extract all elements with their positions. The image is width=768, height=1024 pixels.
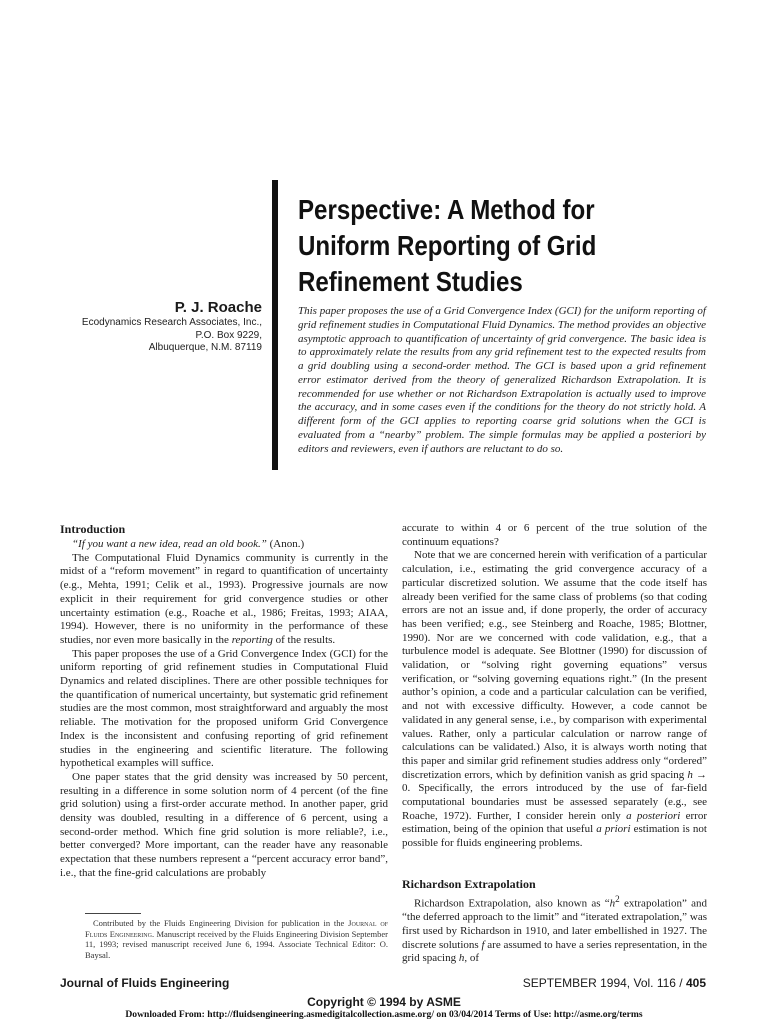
footnote-rule (85, 913, 141, 914)
rx-var-f: f (481, 938, 485, 951)
intro-p1-text-a: The Computational Fluid Dynamics community is currently in the midst of a “reform movement” in regard to quantification of uncertainty (e.g., Mehta, 1991; Celik et al., 1993). Progressive journals are now explicit in their requirement for grid convergence studies or other uncertainty estimation (e.g., Roache et al., 1986; Freitas, 1993; AIAA, 1994). However, there is no uniformity in the performance of these studies, nor even more basically in the (60, 551, 388, 646)
epigraph-attribution: (Anon.) (266, 538, 305, 550)
right-paragraph-1: accurate to within 4 or 6 percent of the true solution of the continuum equations? (402, 522, 707, 548)
introduction-heading: Introduction (60, 522, 126, 536)
copyright-line: Copyright © 1994 by ASME (307, 995, 461, 1009)
journal-name: Journal of Fluids Engineering (60, 976, 230, 990)
intro-paragraph-3: One paper states that the grid density was increased by 50 percent, resulting in a difference in some solution norm of 4 percent (of the fine grid solution) using a first-order accurate method. In another paper, grid density was doubled, resulting in a difference of 6 percent, using a second-order method. Which fine grid solution is more reliable?, i.e., better converged? More important, can the reader have any reasonable expectation that these numbers represent a “percent accuracy error band”, i.e., that the fine-grid calculations are probably (60, 770, 388, 879)
richardson-paragraph (402, 893, 707, 966)
affiliation-line-1: Ecodynamics Research Associates, Inc., (81, 317, 262, 328)
rx-text-d: , of (464, 952, 479, 965)
footnote-text-a: Contributed by the Fluids Engineering Division for publication in the (93, 918, 349, 928)
rx-text-c: are assumed to have a series representation, in the grid spacing (402, 938, 708, 965)
right-p2-emphasis-2: a priori (596, 823, 631, 836)
left-column (60, 522, 388, 881)
right-p2-text-b: → 0. Specifically, the errors introduced by the use of far-field computational boundaries must be assessed separately (e.g., see Roache, 1972). Further, I consider herein only (402, 768, 708, 822)
right-p2-text-c: error estimation, being of the opinion that useful (402, 809, 707, 836)
rx-var-h2: h (609, 897, 616, 910)
title-rule-bar (272, 180, 278, 470)
right-column (402, 522, 707, 851)
footnote (85, 918, 388, 960)
title-line-1: Perspective: A Method for (298, 194, 595, 225)
intro-p1-text-b: of the results. (272, 633, 336, 646)
right-p2-text-a: Note that we are concerned herein with verification of a particular calculation, i.e., estimating the grid convergence accuracy of a particular discretized solution. We assume that the code itself has already been verified for the same class of problems (so that coding errors are not an issue and, if done properly, the order of accuracy has been verified; e.g., see Steinberg and Roache, 1985; Blottner, 1990). Nor are we concerned with code validation, e.g., that a turbulence model is adequate. See Blottner (1990) for discussion of validation, or “solving right governing equations” versus verification, or “solving governing equations right.” (In the present author’s opinion, a code and a particular calculation can be verified, and not with excessive difficulty. However, a code cannot be validated in any general sense, i.e., by comparison with experimental values. Rather, only a particular calculation or narrow range of calculations can be validated.) Also, it is always worth noting that this paper and similar grid refinement studies address only “ordered” discretization errors, which by definition vanish as grid spacing (402, 549, 707, 781)
page-number: 405 (685, 976, 706, 990)
epigraph (60, 538, 388, 552)
affiliation-line-3: Albuquerque, N.M. 87119 (148, 342, 262, 353)
intro-paragraph-2: This paper proposes the use of a Grid Convergence Index (GCI) for the uniform reporting of grid refinement studies in Computational Fluid Dynamics and related disciplines. There are other possible techniques for the quantification of numerical uncertainty, but systematic grid refinement studies are the most common, most straightforward and arguably the most reliable. The motivation for the proposed uniform Grid Convergence Index is the inconsistent and confusing reporting of grid refinement studies in the engineering and scientific literature. The following hypothetical examples will suffice. (60, 647, 388, 770)
author-name: P. J. Roache (174, 299, 262, 316)
richardson-text (402, 893, 707, 966)
footnote-text-b: . Manuscript received by the Fluids Engineering Division September 11, 1993; revised manuscript received June 6, 1994. Associate Technical Editor: O. Baysal. (85, 928, 388, 960)
intro-p1-emphasis: reporting (231, 633, 273, 646)
richardson-heading: Richardson Extrapolation (402, 877, 536, 891)
title-line-3: Refinement Studies (298, 266, 523, 297)
right-p2-var-h: h (687, 768, 693, 781)
title-line-2: Uniform Reporting of Grid (298, 230, 597, 261)
download-notice: Downloaded From: http://fluidsengineering.asmedigitalcollection.asme.org/ on 03/04/2014 Terms of Use: http://asme.org/terms (125, 1009, 643, 1020)
rx-var-h: h (458, 952, 465, 965)
paper-title (298, 192, 676, 300)
right-p2-emphasis-1: a posteriori (626, 809, 681, 822)
abstract: This paper proposes the use of a Grid Convergence Index (GCI) for the uniform reporting of grid refinement studies in Computational Fluid Dynamics. The method provides an objective asymptotic approach to quantification of uncertainty of grid convergence. The basic idea is to approximately relate the results from any grid refinement test to the expected results from a grid doubling using a second-order method. The GCI is based upon a grid refinement error estimator derived from the theory of generalized Richardson Extrapolation. It is recommended for use whether or not Richardson Extrapolation is actually used to improve the accuracy, and in some cases even if the conditions for the theory do not strictly hold. A different form of the GCI applies to reporting coarse grid solutions when the GCI is evaluated from a “nearby” problem. The simple formulas may be applied a posteriori by editors and reviewers, even if authors are reluctant to do so. (298, 305, 706, 455)
rx-text-b: extrapolation” and “the deferred approach to the limit” and “iterated extrapolation,” was first used by Richardson in 1910, and later embellished in 1927. The discrete solutions (402, 897, 707, 951)
intro-paragraph-1 (60, 552, 388, 648)
footnote-journal: Journal of Fluids Engineering (85, 918, 388, 939)
right-p2-text-d: estimation is not possible for fluids engineering problems. (402, 823, 707, 850)
author-block (40, 299, 262, 355)
issue-info (520, 976, 706, 990)
epigraph-quote: “If you want a new idea, read an old book.” (72, 538, 267, 550)
right-paragraph-2 (402, 549, 707, 850)
issue-date-volume: SEPTEMBER 1994, Vol. 116 / (522, 976, 686, 990)
rx-superscript: 2 (615, 894, 620, 904)
rx-text-a: Richardson Extrapolation, also known as “ (414, 897, 610, 910)
affiliation-line-2: P.O. Box 9229, (195, 329, 262, 341)
